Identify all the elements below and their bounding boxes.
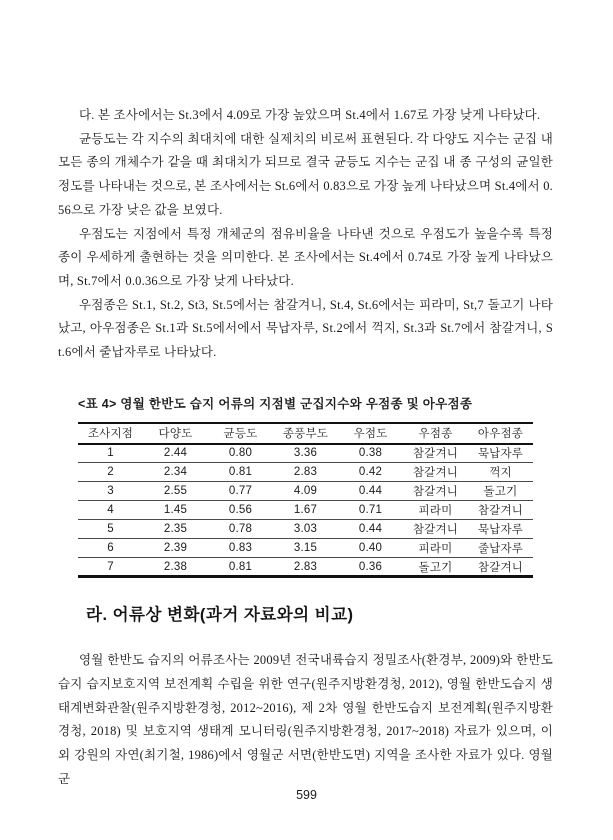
page-content [58, 0, 553, 791]
table-row [78, 463, 533, 482]
table-cell: 3 [107, 485, 114, 498]
table-row [78, 520, 533, 539]
table-cell: 2 [107, 466, 114, 479]
table-cell: 2.39 [163, 542, 188, 555]
table-row [78, 444, 533, 463]
paragraph: 균등도는 각 지수의 최대치에 대한 실제치의 비로써 표현된다. 각 다양도 지수는 군집 내 모든 종의 개체수가 같을 때 최대치가 되므로 결국 균등도 지수는 군집 내 종 구성의 균일한 정도를 나타내는 것으로, 본 조사에서는 St.6에서 0.83으로 가장 높게 나타났으며 St.4에서 0.56으로 가장 낮은 값을 보였다. [58, 131, 553, 217]
table-cell: 참갈겨니 [412, 524, 459, 537]
section-heading: 라. 어류상 변화(과거 자료와의 비교) [86, 606, 354, 625]
body-paragraphs [58, 0, 553, 365]
table-cell: 줄납자루 [477, 543, 524, 556]
table-cell: 피라미 [418, 543, 453, 556]
table-cell: 2.35 [163, 523, 188, 536]
paragraph: 우점도는 지점에서 특정 개체군의 점유비율을 나타낸 것으로 우점도가 높을수록 특정 종이 우세하게 출현하는 것을 의미한다. 본 조사에서는 St.4에서 0.74로 가장 높게 나타났으며, St.7에서 0.0.36으로 가장 낮게 나타났다. [58, 226, 553, 288]
table-cell: 3.15 [293, 542, 318, 555]
table-cell: 0.44 [358, 523, 383, 536]
table-cell: 0.71 [358, 504, 383, 517]
table-cell: 7 [107, 560, 114, 573]
table-cell: 돌고기 [418, 561, 453, 574]
table-cell: 3.36 [293, 447, 318, 460]
table-cell: 참갈겨니 [477, 505, 524, 518]
table-cell: 2.83 [293, 466, 318, 479]
table-cell: 5 [107, 523, 114, 536]
table-cell: 2.44 [163, 447, 188, 460]
table-cell: 묵납자루 [477, 524, 524, 537]
table-cell: 묵납자루 [477, 448, 524, 461]
table-cell: 0.36 [358, 560, 383, 573]
table-cell: 참갈겨니 [412, 486, 459, 499]
table-cell: 0.38 [358, 447, 383, 460]
table-cell: 0.42 [358, 466, 383, 479]
table-cell: 4.09 [293, 485, 318, 498]
table-head [78, 423, 533, 444]
table-cell: 2.38 [163, 560, 188, 573]
column-header: 다양도 [158, 428, 193, 441]
paragraph: 영월 한반도 습지의 어류조사는 2009년 전국내륙습지 정밀조사(환경부, 2009)와 한반도 습지 습지보호지역 보전계획 수립을 위한 연구(원주지방환경청, 2012), 영월 한반도습지 생태계변화관찰(원주지방환경청, 2012~2016), 제 2차 영월 한반도습지 보전계획(원주지방환경청, 2018) 및 보호지역 생태계 모니터링(원주지방환경청, 2017~2018) 자료가 있으며, 이 외 강원의 자연(최기철, 1986)에서 영월군 서면(한반도면) 지역을 조사한 자료가 있다. 영월군 [58, 653, 553, 786]
table-cell: 0.44 [358, 485, 383, 498]
table-cell: 0.40 [358, 542, 383, 555]
table-cell: 0.81 [228, 560, 253, 573]
table-row [78, 482, 533, 501]
table-cell: 2.55 [163, 485, 188, 498]
table-row [78, 558, 533, 577]
table-cell: 0.56 [228, 504, 253, 517]
column-header: 아우점종 [477, 428, 524, 441]
table-cell: 6 [107, 542, 114, 555]
table-body [78, 444, 533, 577]
table-cell: 꺽지 [489, 467, 512, 480]
paragraph: 다. 본 조사에서는 St.3에서 4.09로 가장 높았으며 St.4에서 1.67로 가장 낮게 나타났다. [79, 108, 541, 122]
table-row [78, 539, 533, 558]
page-number: 599 [296, 788, 317, 802]
table-cell: 참갈겨니 [412, 448, 459, 461]
section-paragraphs [58, 649, 553, 791]
table-cell: 참갈겨니 [412, 467, 459, 480]
column-header: 우점종 [418, 428, 453, 441]
table-cell: 0.77 [228, 485, 253, 498]
table-cell: 1 [107, 447, 114, 460]
table-cell: 돌고기 [483, 486, 518, 499]
table-cell: 4 [107, 504, 114, 517]
table-cell: 참갈겨니 [477, 561, 524, 574]
column-header: 조사지점 [87, 428, 134, 441]
table-cell: 2.34 [163, 466, 188, 479]
community-index-table [78, 422, 533, 579]
table-row [78, 501, 533, 520]
table-cell: 1.45 [163, 504, 188, 517]
table-cell: 0.83 [228, 542, 253, 555]
column-header: 종풍부도 [282, 428, 329, 441]
column-header: 균등도 [223, 428, 258, 441]
table-header-row [78, 423, 533, 444]
column-header: 우점도 [353, 428, 388, 441]
table-caption: <표 4> 영월 한반도 습지 어류의 지점별 군집지수와 우점종 및 아우점종 [78, 396, 473, 411]
table-cell: 2.83 [293, 560, 318, 573]
table-cell: 0.80 [228, 447, 253, 460]
table-cell: 0.78 [228, 523, 253, 536]
table-cell: 3.03 [293, 523, 318, 536]
table-cell: 피라미 [418, 505, 453, 518]
paragraph: 우점종은 St.1, St.2, St3, St.5에서는 참갈겨니, St.4, St.6에서는 피라미, St,7 돌고기 나타났고, 아우점종은 St.1과 St.5에서에서 묵납자루, St.2에서 꺽지, St.3과 St.7에서 참갈겨니, St.6에서 줄납자루로 나타났다. [58, 297, 553, 360]
table-cell: 1.67 [293, 504, 318, 517]
table-cell: 0.81 [228, 466, 253, 479]
